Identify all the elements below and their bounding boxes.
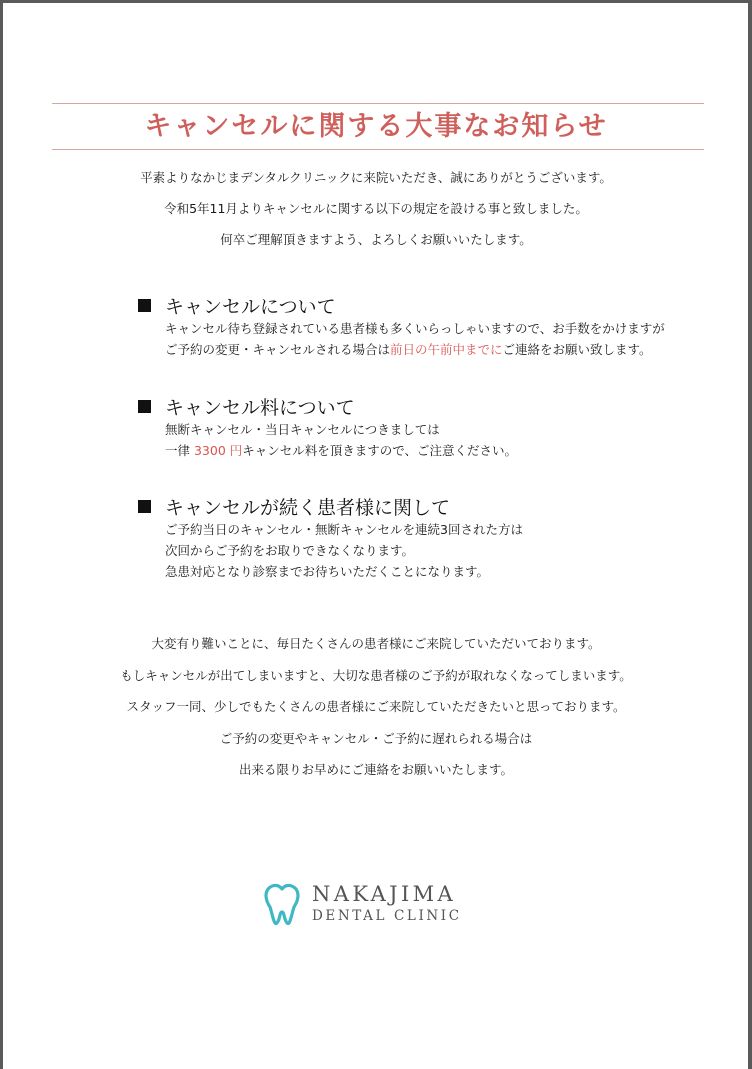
intro-line: 令和5年11月よりキャンセルに関する以下の規定を設ける事と致しました。 [164, 201, 588, 216]
section-line: 無断キャンセル・当日キャンセルにつきましては [165, 422, 440, 437]
closing-line: ご予約の変更やキャンセル・ご予約に遅れられる場合は [219, 730, 533, 746]
section-body [165, 318, 698, 360]
section-heading [138, 493, 698, 519]
square-bullet-icon [138, 500, 151, 513]
section-title: キャンセル料について [165, 396, 355, 419]
closing-block [0, 628, 752, 786]
section-title: キャンセルが続く患者様に関して [165, 496, 451, 519]
section-cancellation [138, 292, 698, 360]
square-bullet-icon [138, 299, 151, 312]
section-line: キャンセル待ち登録されている患者様も多くいらっしゃいますので、お手数をかけますが [165, 321, 665, 336]
intro-line: 何卒ご理解頂きますよう、よろしくお願いいたします。 [220, 232, 532, 247]
section-text: ご連絡をお願い致します。 [502, 342, 652, 357]
logo-name: NAKAJIMA [312, 882, 457, 906]
fee-highlight: 3300 円 [193, 443, 243, 458]
closing-line: スタッフ一同、少しでもたくさんの患者様にご来院していただきたいと思っております。 [126, 699, 626, 714]
section-body [165, 519, 698, 582]
section-line [165, 440, 698, 461]
section-heading [138, 292, 698, 318]
section-repeated-cancellation [138, 493, 698, 582]
section-body [165, 419, 698, 461]
section-line: 急患対応となり診察までお待ちいただくことになります。 [165, 564, 490, 579]
closing-line: 出来る限りお早めにご連絡をお願いいたします。 [238, 762, 513, 777]
logo-subtitle: DENTAL CLINIC [312, 908, 462, 924]
notice-title: キャンセルに関する大事なお知らせ [144, 111, 608, 142]
section-text: 一律 [165, 443, 194, 458]
section-line [165, 339, 698, 360]
intro-line: 平素よりなかじまデンタルクリニックに来院いただき、誠にありがとうございます。 [140, 170, 612, 185]
section-cancellation-fee [138, 393, 698, 461]
section-heading [138, 393, 698, 419]
closing-line: 大変有り難いことに、毎日たくさんの患者様にご来院していただいております。 [151, 636, 601, 651]
tooth-icon [262, 882, 302, 926]
square-bullet-icon [138, 400, 151, 413]
section-text: キャンセル料を頂きますので、ご注意ください。 [242, 443, 518, 458]
closing-line: もしキャンセルが出てしまいますと、大切な患者様のご予約が取れなくなってしまいます。 [120, 667, 632, 683]
clinic-logo [262, 880, 522, 930]
deadline-highlight: 前日の午前中までに [390, 342, 503, 357]
section-line: ご予約当日のキャンセル・無断キャンセルを連続3回された方は [165, 522, 523, 537]
section-line: 次回からご予約をお取りできなくなります。 [165, 543, 415, 558]
intro-block [0, 162, 752, 255]
section-text: ご予約の変更・キャンセルされる場合は [165, 342, 391, 357]
title-bottom-rule [52, 149, 704, 150]
section-title: キャンセルについて [165, 295, 336, 318]
